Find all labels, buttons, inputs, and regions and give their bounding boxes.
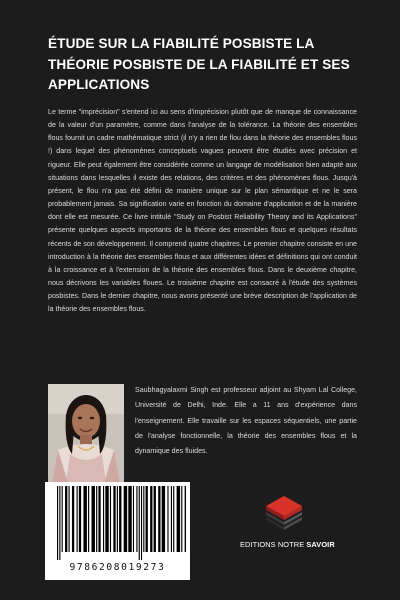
barcode-bar (57, 486, 58, 560)
barcode-bars (49, 486, 186, 560)
author-portrait-drawing (48, 384, 124, 483)
author-bio: Saubhagyalaxmi Singh est professeur adjoint au Shyam Lal College, Université de Delhi, Inde. Elle a 11 ans d'expérience dans l'enseignement. Elle travaille sur les espaces séquentiels, une partie de l'analyse fonctionnelle, la théorie des ensembles flous et la dynamique des fluides. (135, 386, 357, 456)
barcode-bar (177, 486, 180, 552)
barcode-bar (141, 486, 142, 560)
barcode-bar (139, 486, 140, 560)
barcode-bar (77, 486, 78, 552)
isbn-barcode (45, 482, 190, 580)
publisher-name-bold: SAVOIR (306, 540, 335, 549)
barcode-bar (62, 486, 63, 552)
barcode-bar (171, 486, 172, 552)
barcode-bar (173, 486, 174, 552)
author-portrait (48, 384, 124, 483)
barcode-bar (162, 486, 165, 552)
barcode-bar (113, 486, 115, 552)
barcode-bar (79, 486, 81, 552)
barcode-bar (69, 486, 70, 552)
barcode-bar (167, 486, 168, 552)
barcode-bar (72, 486, 74, 552)
barcode-bar (83, 486, 86, 552)
barcode-bar (88, 486, 89, 552)
barcode-bar (136, 486, 137, 552)
book-title: ÉTUDE SUR LA FIABILITÉ POSBISTE LA THÉORIE POSBISTE DE LA FIABILITÉ ET SES APPLICATIONS (48, 36, 350, 92)
barcode-bar (143, 486, 144, 552)
barcode-bar (128, 486, 131, 552)
barcode-bar (110, 486, 111, 552)
barcode-bar (150, 486, 152, 552)
barcode-bar (146, 486, 148, 552)
stacked-books-icon (262, 492, 306, 537)
barcode-bar (98, 486, 100, 552)
barcode-bar (92, 486, 95, 552)
barcode-bar (158, 486, 160, 552)
book-description: Le terme "imprécision" s'entend ici au sens d'imprécision plutôt que de manque de connaissance de la valeur d'un paramètre, comme dans l'analyse de la tolérance. La théorie des ensembles flous fournit un cadre mathématique strict (il n'y a rien de flou dans la théorie des ensembles flous !) dans lequel des phénomènes conceptuels vagues peuvent être étudiés avec précision et rigueur. Elle peut également être considérée comme un langage de modélisation bien adapté aux situations dans lesquelles il existe des relations, des critères et des phénomènes flous. Jusqu'à présent, le flou n'a pas été défini de manière unique sur le plan sémantique et ne le sera probablement jamais. Sa signification varie en fonction du domaine d'application et de la manière dont elle est mesurée. Ce livre intitulé "Study on Posbist Reliability Theory and its Applications" présente quelques aspects importants de la théorie des ensembles flous et quelques résultats récents de son développement. Il comprend quatre chapitres. Le premier chapitre consiste en une introduction à la théorie des ensembles flous et aux différentes idées et définitions qui ont conduit à la croissance et à l'extension de la théorie des ensembles flous. Dans le deuxième chapitre, nous décrivons les variables floues. Le troisième chapitre est consacré à l'étude des systèmes posbistes. Dans le dernier chapitre, nous avons présenté une brève description de l'application de la théorie des ensembles flous. (48, 108, 357, 314)
barcode-bar (124, 486, 127, 552)
barcode-bar (117, 486, 118, 552)
barcode-bar (59, 486, 60, 560)
publisher-name (240, 540, 335, 549)
barcode-bar (103, 486, 104, 552)
barcode-bar (181, 486, 182, 552)
barcode-bar (185, 486, 186, 552)
barcode-bar (154, 486, 156, 552)
barcode-bar (96, 486, 97, 552)
barcode-bar (105, 486, 108, 552)
publisher-name-regular: EDITIONS NOTRE (240, 540, 305, 549)
barcode-bar (133, 486, 134, 552)
barcode-bar (119, 486, 121, 552)
barcode-bar (65, 486, 67, 552)
isbn-number: 9786208019273 (69, 562, 166, 573)
